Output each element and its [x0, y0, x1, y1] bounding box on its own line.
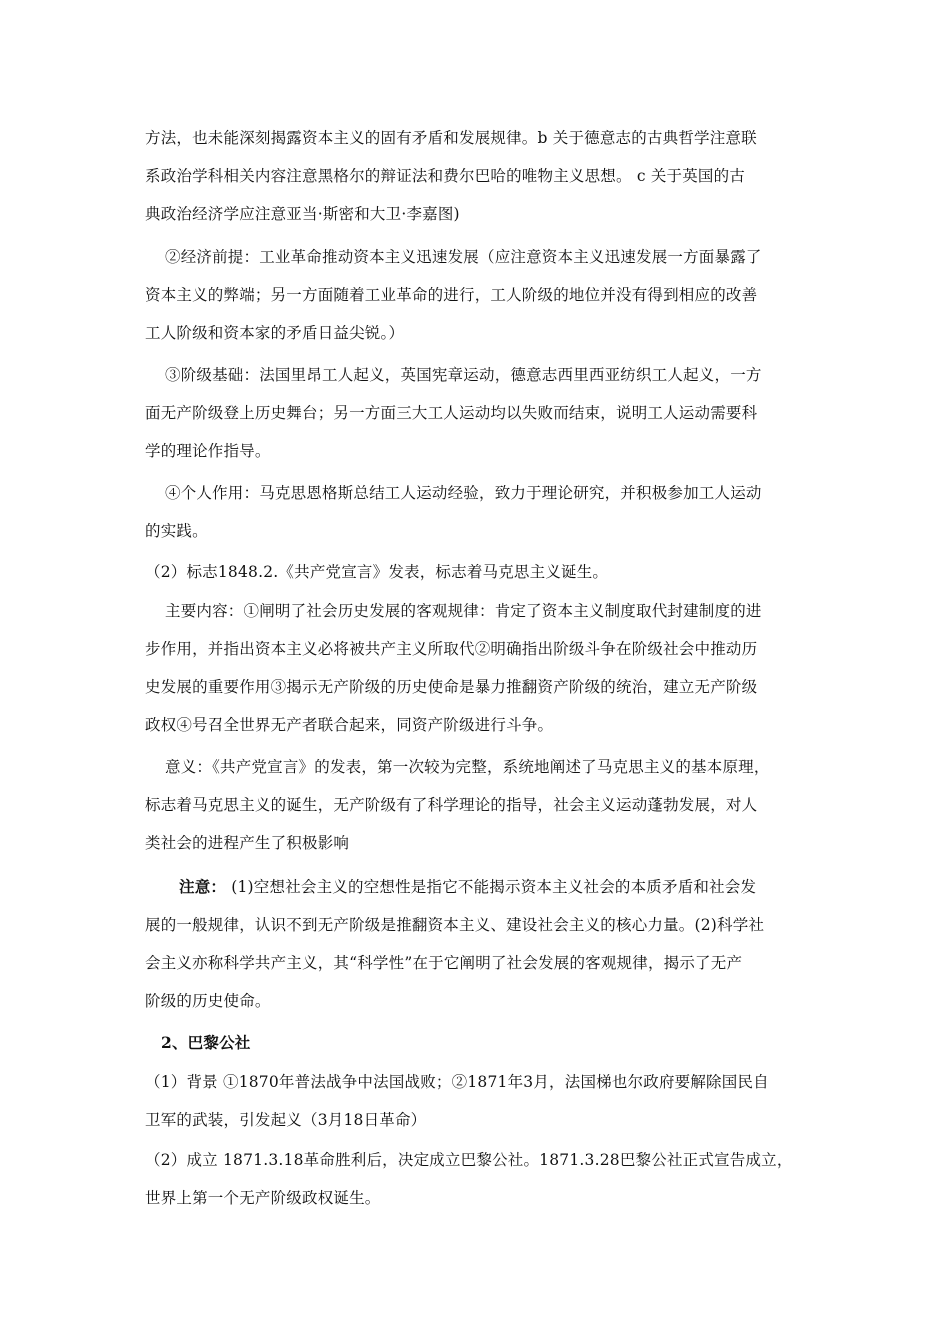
paragraph-sources-continued: [145, 119, 817, 233]
text-line: 展的一般规律，认识不到无产阶级是推翻资本主义、建设社会主义的核心力量。(2)科学社: [145, 916, 765, 934]
text-line: 世界上第一个无产阶级政权诞生。: [145, 1189, 381, 1207]
text-line: 方法，也未能深刻揭露资本主义的固有矛盾和发展规律。b 关于德意志的古典哲学注意联: [145, 129, 757, 147]
text-line: （2）标志1848.2.《共产党宣言》发表，标志着马克思主义诞生。: [145, 563, 609, 581]
paragraph-significance: [145, 748, 817, 862]
text-line: 面无产阶级登上历史舞台；另一方面三大工人运动均以失败而结束，说明工人运动需要科: [145, 404, 758, 422]
note-text: (1)空想社会主义的空想性是指它不能揭示资本主义社会的本质矛盾和社会发: [226, 878, 757, 896]
paragraph-class-basis: [145, 356, 817, 470]
text-line: 学的理论作指导。: [145, 442, 271, 460]
text-line: （1）背景 ①1870年普法战争中法国战败；②1871年3月，法国梯也尔政府要解除国民自: [145, 1073, 769, 1091]
text-line: 资本主义的弊端；另一方面随着工业革命的进行，工人阶级的地位并没有得到相应的改善: [145, 286, 758, 304]
paragraph-personal-role: [145, 474, 817, 550]
paragraph-symbol: [145, 553, 817, 591]
paragraph-establishment: [145, 1141, 817, 1217]
section-heading: 2、巴黎公社: [161, 1033, 251, 1052]
text-line: 主要内容：①闸明了社会历史发展的客观规律：肯定了资本主义制度取代封建制度的进: [165, 602, 762, 620]
text-line: ②经济前提：工业革命推动资本主义迅速发展（应注意资本主义迅速发展一方面暴露了: [165, 248, 762, 266]
text-line: 典政治经济学应注意亚当·斯密和大卫·李嘉图): [145, 205, 460, 223]
text-line: 阶级的历史使命。: [145, 992, 271, 1010]
text-line: 系政治学科相关内容注意黑格尔的辩证法和费尔巴哈的唯物主义思想。 c 关于英国的古: [145, 167, 746, 185]
text-line: 的实践。: [145, 522, 208, 540]
note-label: 注意：: [179, 877, 227, 896]
text-line: 卫军的武装，引发起义（3月18日革命）: [145, 1111, 427, 1129]
paragraph-note: [145, 868, 817, 1020]
paragraph-economic-premise: [145, 238, 817, 352]
text-line: 史发展的重要作用③揭示无产阶级的历史使命是暴力推翻资产阶级的统治，建立无产阶级: [145, 678, 758, 696]
text-line: 政权④号召全世界无产者联合起来，同资产阶级进行斗争。: [145, 716, 554, 734]
text-line: 步作用，并指出资本主义必将被共产主义所取代②明确指出阶级斗争在阶级社会中推动历: [145, 640, 758, 658]
text-line: ④个人作用：马克思恩格斯总结工人运动经验，致力于理论研究，并积极参加工人运动: [165, 484, 762, 502]
text-line: （2）成立 1871.3.18革命胜利后，决定成立巴黎公社。1871.3.28巴黎公社正式宣告成立，: [145, 1151, 793, 1169]
text-line: 会主义亦称科学共产主义，其“科学性”在于它阐明了社会发展的客观规律，揭示了无产: [145, 954, 743, 972]
section-heading-paris-commune: [145, 1024, 817, 1062]
paragraph-main-content: [145, 592, 817, 744]
text-line: 标志着马克思主义的诞生，无产阶级有了科学理论的指导，社会主义运动蓬勃发展，对人: [145, 796, 758, 814]
text-line: 工人阶级和资本家的矛盾日益尖锐。）: [145, 324, 405, 342]
text-line: ③阶级基础：法国里昂工人起义，英国宪章运动，德意志西里西亚纺织工人起义，一方: [165, 366, 762, 384]
text-line: 类社会的进程产生了积极影响: [145, 834, 350, 852]
paragraph-background: [145, 1063, 817, 1139]
text-line: [145, 868, 817, 906]
text-line: 意义：《共产党宣言》的发表，第一次较为完整，系统地阐述了马克思主义的基本原理，: [165, 758, 770, 776]
